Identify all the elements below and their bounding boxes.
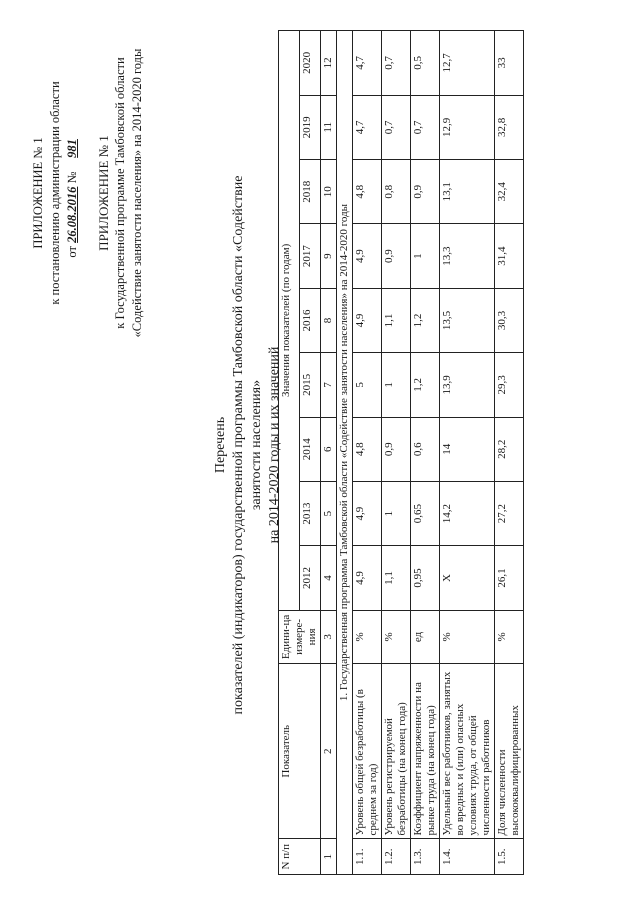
value-cell: 0,6 <box>411 417 440 481</box>
value-cell: 1,1 <box>382 546 411 610</box>
year-header: 2019 <box>300 95 321 159</box>
value-cell: 1,1 <box>382 288 411 352</box>
value-cell: 26,1 <box>495 546 524 610</box>
value-cell: 12,9 <box>440 95 495 159</box>
value-cell: 1,2 <box>411 288 440 352</box>
value-cell: 13,1 <box>440 160 495 224</box>
unit-cell: ед <box>411 610 440 663</box>
indicator-name: Уровень общей безработицы (в среднем за год) <box>353 664 382 839</box>
table-row <box>382 31 411 875</box>
value-cell: 1 <box>382 353 411 417</box>
row-number: 1.4. <box>440 839 495 875</box>
decree-date: 26.08.2016 <box>65 186 79 243</box>
value-cell: 0,65 <box>411 481 440 545</box>
decree-date-line <box>64 28 81 358</box>
value-cell: 33 <box>495 31 524 96</box>
column-number: 2 <box>321 664 337 839</box>
column-number: 11 <box>321 95 337 159</box>
column-number: 9 <box>321 224 337 288</box>
unit-cell: % <box>495 610 524 663</box>
column-number: 4 <box>321 546 337 610</box>
table-row <box>353 31 382 875</box>
value-cell: 4,7 <box>353 31 382 96</box>
column-number: 8 <box>321 288 337 352</box>
section-title: 1. Государственная программа Тамбовской области «Содействие занятости населения» на 2014-2020 годы <box>337 31 353 875</box>
document-header <box>30 28 146 358</box>
number-prefix: № <box>65 171 79 184</box>
document-title <box>212 165 284 725</box>
value-cell: 13,5 <box>440 288 495 352</box>
col-indicator-header: Показатель <box>279 664 321 839</box>
unit-cell: % <box>382 610 411 663</box>
year-header: 2016 <box>300 288 321 352</box>
decree-reference: к постановлению администрации области <box>48 81 62 305</box>
value-cell: 4,8 <box>353 417 382 481</box>
value-cell: 4,9 <box>353 224 382 288</box>
header-row-1 <box>279 31 300 875</box>
column-number: 3 <box>321 610 337 663</box>
year-header: 2017 <box>300 224 321 288</box>
value-cell: 4,9 <box>353 288 382 352</box>
value-cell: 0,7 <box>382 31 411 96</box>
row-number: 1.2. <box>382 839 411 875</box>
values-group-header: Значения показателей (по годам) <box>279 31 300 611</box>
year-header: 2014 <box>300 417 321 481</box>
value-cell: 1 <box>382 481 411 545</box>
value-cell: 0,8 <box>382 160 411 224</box>
col-num-header: N п/п <box>279 839 321 875</box>
value-cell: 32,4 <box>495 160 524 224</box>
year-header: 2012 <box>300 546 321 610</box>
indicator-name: Удельный вес работников, занятых во вредных и (или) опасных условиях труда, от общей численности работников <box>440 664 495 839</box>
value-cell: 28,2 <box>495 417 524 481</box>
value-cell: 12,7 <box>440 31 495 96</box>
table-row <box>495 31 524 875</box>
year-header: 2018 <box>300 160 321 224</box>
program-name: «Содействие занятости населения» на 2014-2020 годы <box>130 48 144 338</box>
indicator-name: Уровень регистрируемой безработицы (на конец года) <box>382 664 411 839</box>
column-numbers-row <box>321 31 337 875</box>
value-cell: 0,5 <box>411 31 440 96</box>
column-number: 6 <box>321 417 337 481</box>
value-cell: 13,9 <box>440 353 495 417</box>
title-line-1: Перечень <box>213 416 228 474</box>
row-number: 1.3. <box>411 839 440 875</box>
value-cell: 0,9 <box>382 224 411 288</box>
value-cell: 4,9 <box>353 481 382 545</box>
value-cell: 27,2 <box>495 481 524 545</box>
column-number: 1 <box>321 839 337 875</box>
decree-number: 981 <box>65 139 79 158</box>
indicators-table <box>278 30 524 875</box>
year-header: 2013 <box>300 481 321 545</box>
value-cell: 31,4 <box>495 224 524 288</box>
value-cell: 0,95 <box>411 546 440 610</box>
indicator-name: Доля численности высококвалифицированных <box>495 664 524 839</box>
unit-cell: % <box>440 610 495 663</box>
appendix-label: ПРИЛОЖЕНИЕ № 1 <box>31 137 45 249</box>
section-row <box>337 31 353 875</box>
value-cell: 0,7 <box>382 95 411 159</box>
value-cell: 14,2 <box>440 481 495 545</box>
appendix-label-2: ПРИЛОЖЕНИЕ № 1 <box>96 135 111 251</box>
value-cell: 0,9 <box>411 160 440 224</box>
year-header: 2020 <box>300 31 321 96</box>
program-reference: к Государственной программе Тамбовской области <box>113 57 127 329</box>
column-number: 5 <box>321 481 337 545</box>
value-cell: 13,3 <box>440 224 495 288</box>
date-prefix: от <box>65 246 79 258</box>
value-cell: 0,7 <box>411 95 440 159</box>
indicator-rows <box>353 31 524 875</box>
value-cell: 0,9 <box>382 417 411 481</box>
row-number: 1.5. <box>495 839 524 875</box>
column-number: 10 <box>321 160 337 224</box>
value-cell: 30,3 <box>495 288 524 352</box>
value-cell: 29,3 <box>495 353 524 417</box>
value-cell: X <box>440 546 495 610</box>
value-cell: 1 <box>411 224 440 288</box>
table-row <box>440 31 495 875</box>
column-number: 12 <box>321 31 337 96</box>
unit-cell: % <box>353 610 382 663</box>
col-unit-header: Едини-ца измере-ния <box>279 610 321 663</box>
value-cell: 4,7 <box>353 95 382 159</box>
value-cell: 4,8 <box>353 160 382 224</box>
value-cell: 1,2 <box>411 353 440 417</box>
table-row <box>411 31 440 875</box>
value-cell: 14 <box>440 417 495 481</box>
value-cell: 32,8 <box>495 95 524 159</box>
year-header: 2015 <box>300 353 321 417</box>
title-line-3: на 2014-2020 годы и их значений <box>267 346 282 544</box>
value-cell: 5 <box>353 353 382 417</box>
indicator-name: Коэффициент напряженности на рынке труда (на конец года) <box>411 664 440 839</box>
title-line-2: показателей (индикаторов) государственной программы Тамбовской области «Содействие занятости населения» <box>231 175 264 715</box>
value-cell: 4,9 <box>353 546 382 610</box>
row-number: 1.1. <box>353 839 382 875</box>
column-number: 7 <box>321 353 337 417</box>
